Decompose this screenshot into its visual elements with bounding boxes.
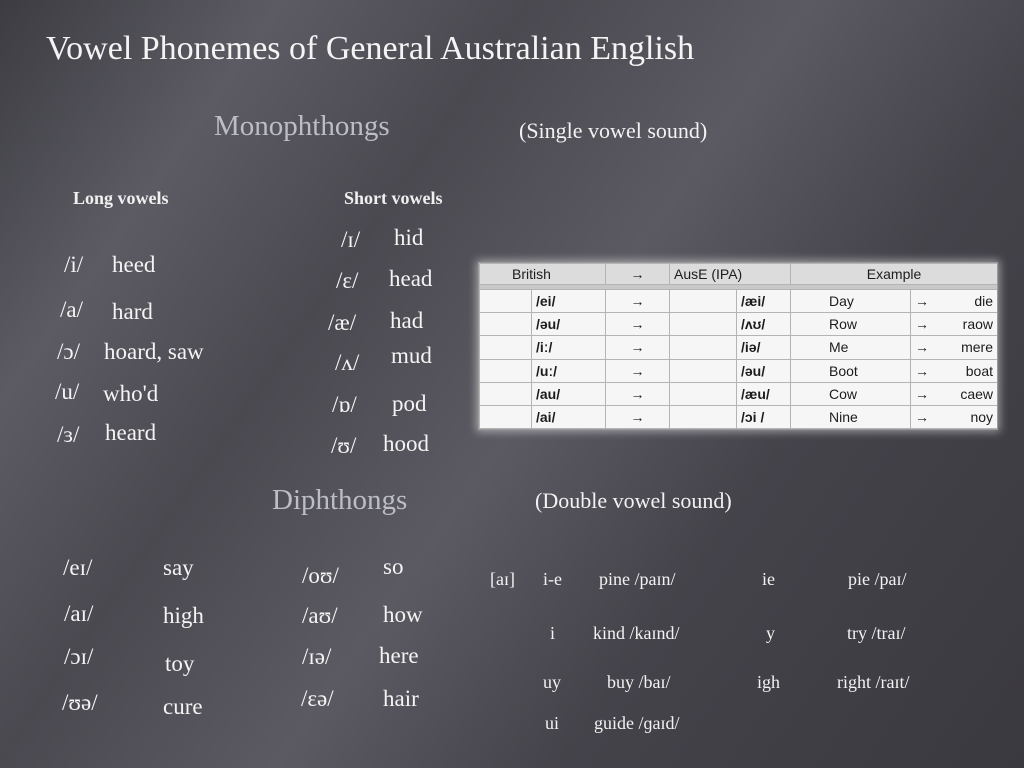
- short-vowel-phoneme: /æ/: [328, 310, 357, 335]
- header-british: British: [480, 264, 606, 285]
- spelling-example: right /raɪt/: [837, 672, 910, 692]
- diphthong-phoneme: /oʊ/: [302, 563, 339, 588]
- arrow-cell: →: [606, 313, 670, 336]
- long-vowel-word: heard: [105, 420, 157, 445]
- table-row: [480, 405, 998, 428]
- table-row: [480, 382, 998, 405]
- aus-word-cell: [911, 313, 998, 336]
- long-vowel-phoneme: /a/: [60, 297, 83, 322]
- diphthong-phoneme: /ʊə/: [62, 690, 98, 715]
- british-cell: /au/: [532, 382, 606, 405]
- short-vowel-word: had: [390, 308, 424, 333]
- spelling-pattern: ie: [762, 569, 775, 589]
- arrow-cell: →: [606, 405, 670, 428]
- ause-cell: /æu/: [737, 382, 791, 405]
- arrow-glyph: →: [915, 293, 930, 310]
- aus-word-cell: [911, 382, 998, 405]
- aus-word: noy: [970, 408, 994, 425]
- short-vowel-phoneme: /ɛ/: [336, 268, 359, 293]
- spelling-pattern: ui: [545, 713, 560, 733]
- short-vowel-phoneme: /ʊ/: [331, 433, 357, 458]
- example-word-cell: Row: [791, 313, 911, 336]
- long-vowel-phoneme: /ɜ/: [57, 422, 80, 447]
- diphthong-word: high: [163, 603, 204, 628]
- diphthongs-heading: Diphthongs: [272, 484, 408, 516]
- long-vowel-phoneme: /u/: [55, 379, 80, 404]
- example-word-cell: Nine: [791, 405, 911, 428]
- arrow-cell: →: [606, 290, 670, 313]
- aus-word-cell: [911, 359, 998, 382]
- aus-word-cell: [911, 336, 998, 359]
- diphthong-phoneme: /aɪ/: [64, 601, 94, 626]
- diphthong-phoneme: /ɪə/: [302, 644, 332, 669]
- arrow-cell: →: [606, 336, 670, 359]
- ause-cell: /əu/: [737, 359, 791, 382]
- long-vowel-word: hoard, saw: [104, 339, 204, 364]
- spelling-example: guide /ɡaɪd/: [594, 713, 680, 733]
- british-cell: /uː/: [532, 359, 606, 382]
- monophthongs-heading: Monophthongs: [214, 110, 390, 142]
- table-row: [480, 290, 998, 313]
- short-vowel-phoneme: /ɪ/: [341, 227, 361, 252]
- short-vowel-word: hood: [383, 431, 429, 456]
- ause-cell: /æi/: [737, 290, 791, 313]
- short-vowel-word: pod: [392, 391, 427, 416]
- header-arrow: →: [606, 264, 670, 285]
- slide-title: Vowel Phonemes of General Australian English: [46, 30, 695, 67]
- diphthong-phoneme: /aʊ/: [302, 603, 338, 628]
- short-vowel-word: hid: [394, 225, 424, 250]
- british-cell: /ai/: [532, 405, 606, 428]
- spelling-pattern: i: [550, 623, 556, 643]
- spelling-pattern: igh: [757, 672, 781, 692]
- short-vowels-heading: Short vowels: [344, 188, 443, 208]
- diphthongs-note: (Double vowel sound): [535, 488, 732, 513]
- british-ause-comparison-table: [478, 262, 998, 430]
- table-row: [480, 313, 998, 336]
- spelling-example: try /traɪ/: [847, 623, 906, 643]
- british-cell: /iː/: [532, 336, 606, 359]
- table-row: [480, 336, 998, 359]
- long-vowel-word: heed: [112, 252, 156, 277]
- long-vowel-phoneme: /i/: [64, 252, 84, 277]
- example-word-cell: Day: [791, 290, 911, 313]
- diphthong-word: say: [163, 555, 194, 580]
- aus-word: raow: [962, 316, 994, 333]
- diphthong-phoneme: /ɔɪ/: [64, 644, 94, 669]
- arrow-glyph: →: [915, 362, 930, 379]
- arrow-glyph: →: [915, 339, 930, 356]
- monophthongs-note: (Single vowel sound): [519, 118, 708, 143]
- aus-word-cell: [911, 405, 998, 428]
- arrow-cell: →: [606, 359, 670, 382]
- arrow-glyph: →: [915, 408, 930, 425]
- header-ause: AusE (IPA): [670, 264, 791, 285]
- example-word-cell: Boot: [791, 359, 911, 382]
- long-vowel-word: who'd: [103, 381, 159, 406]
- spelling-example: pie /paɪ/: [848, 569, 907, 589]
- arrow-glyph: →: [915, 385, 930, 402]
- table-header-row: [480, 264, 998, 285]
- aus-word: die: [974, 293, 994, 310]
- diphthong-word: cure: [163, 694, 203, 719]
- aus-word: boat: [965, 362, 994, 379]
- ause-cell: /iə/: [737, 336, 791, 359]
- british-cell: /əu/: [532, 313, 606, 336]
- short-vowel-phoneme: /ʌ/: [335, 350, 360, 375]
- aus-word-cell: [911, 290, 998, 313]
- diphthong-word: how: [383, 602, 423, 627]
- short-vowel-word: head: [389, 266, 433, 291]
- british-cell: /ei/: [532, 290, 606, 313]
- ause-cell: /ʌʊ/: [737, 313, 791, 336]
- spelling-example: kind /kaɪnd/: [593, 623, 680, 643]
- example-word-cell: Cow: [791, 382, 911, 405]
- header-example: Example: [791, 264, 998, 285]
- diphthong-word: here: [379, 643, 419, 668]
- long-vowel-phoneme: /ɔ/: [57, 339, 80, 364]
- diphthong-word: so: [383, 554, 404, 579]
- spelling-pattern: y: [766, 623, 775, 643]
- short-vowel-phoneme: /ɒ/: [332, 392, 357, 417]
- table-row: [480, 359, 998, 382]
- spelling-pattern: uy: [543, 672, 561, 692]
- diphthong-phoneme: /ɛə/: [301, 686, 334, 711]
- diphthong-word: toy: [165, 651, 195, 676]
- short-vowel-word: mud: [391, 343, 432, 368]
- spelling-pattern: i-e: [543, 569, 562, 589]
- aus-word: mere: [961, 339, 994, 356]
- arrow-glyph: →: [915, 316, 930, 333]
- diphthong-phoneme: /eɪ/: [63, 555, 93, 580]
- diphthong-word: hair: [383, 686, 419, 711]
- ause-cell: /ɔi /: [737, 405, 791, 428]
- example-word-cell: Me: [791, 336, 911, 359]
- long-vowel-word: hard: [112, 299, 153, 324]
- spelling-example: pine /paɪn/: [599, 569, 676, 589]
- arrow-cell: →: [606, 382, 670, 405]
- spelling-phoneme-label: [aɪ]: [490, 569, 515, 589]
- long-vowels-heading: Long vowels: [73, 188, 169, 208]
- spelling-example: buy /baɪ/: [607, 672, 671, 692]
- aus-word: caew: [960, 385, 994, 402]
